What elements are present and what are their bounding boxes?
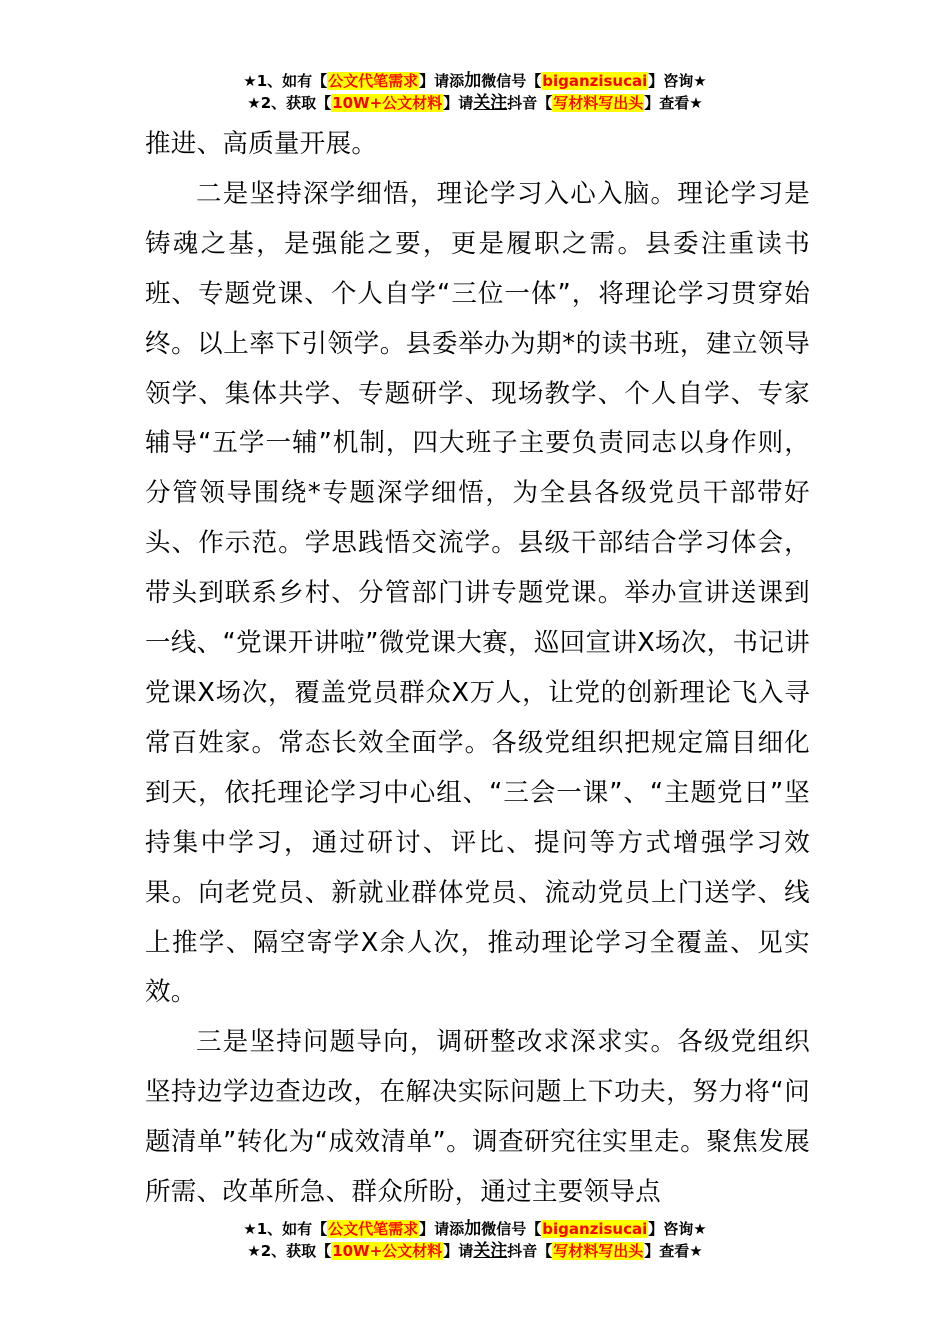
banner-text: 】查看 — [644, 94, 690, 112]
paragraph-theory-study: 二是坚持深学细悟，理论学习入心入脑。理论学习是铸魂之基，是强能之要，更是履职之需。县委注重读书班、专题党课、个人自学“三位一体”，将理论学习贯穿始终。以上率下引领学。县委举办为期*的读书班，建立领导领学、集体共学、专题研学、现场教学、个人自学、专家辅导“五学一辅”机制，四大班子主要负责同志以身作则，分管领导围绕*专题深学细悟，为全县各级党员干部带好头、作示范。学思践悟交流学。县级干部结合学习体会，带头到联系乡村、分管部门讲专题党课。举办宣讲送课到一线、“党课开讲啦”微党课大赛，巡回宣讲X场次，书记讲党课X场次，覆盖党员群众X万人，让党的创新理论飞入寻常百姓家。常态长效全面学。各级党组织把规定篇目细化到天，依托理论学习中心组、“三会一课”、“主题党日”坚持集中学习，通过研讨、评比、提问等方式增强学习效果。向老党员、新就业群体党员、流动党员上门送学、线上推学、隔空寄学X余人次，推动理论学习全覆盖、见实效。 — [145, 178, 810, 1008]
star-icon: ★ — [247, 94, 261, 112]
header-banner — [0, 70, 950, 114]
service-highlight: 公文代笔需求 — [328, 1220, 419, 1238]
banner-emphasis: 关注 — [473, 1241, 508, 1261]
banner-text: 1、如有【 — [256, 72, 328, 90]
star-icon: ★ — [689, 94, 703, 112]
banner-text: 1、如有【 — [256, 1220, 328, 1238]
star-icon: ★ — [693, 72, 707, 90]
banner-text: 抖音【 — [507, 1242, 553, 1260]
service-highlight: 公文代笔需求 — [328, 72, 419, 90]
wechat-id-highlight: biganzisucai — [542, 72, 648, 90]
banner-text: 抖音【 — [507, 94, 553, 112]
banner-line-1 — [0, 1218, 950, 1240]
banner-text: 】咨询 — [648, 72, 694, 90]
paragraph-continuation: 推进、高质量开展。 — [145, 129, 378, 159]
banner-line-1 — [0, 70, 950, 92]
footer-banner — [0, 1218, 950, 1262]
banner-text: 】请 — [443, 94, 474, 112]
materials-highlight: 10W+公文材料 — [332, 94, 443, 112]
star-icon: ★ — [243, 72, 257, 90]
paragraph-problem-oriented: 三是坚持问题导向，调研整改求深求实。各级党组织坚持边学边查边改，在解决实际问题上下功夫，努力将“问题清单”转化为“成效清单”。调查研究往实里走。聚焦发展所需、改革所急、群众所盼，通过主要领导点 — [145, 1027, 810, 1208]
banner-text: 微信号【 — [481, 1220, 542, 1238]
banner-emphasis: 加 — [464, 71, 482, 91]
star-icon: ★ — [243, 1220, 257, 1238]
banner-emphasis: 关注 — [473, 93, 508, 113]
douyin-id-highlight: 写材料写出头 — [553, 94, 644, 112]
banner-text: 微信号【 — [481, 72, 542, 90]
banner-emphasis: 加 — [464, 1219, 482, 1239]
star-icon: ★ — [693, 1220, 707, 1238]
materials-highlight: 10W+公文材料 — [332, 1242, 443, 1260]
document-body — [145, 120, 810, 1218]
wechat-id-highlight: biganzisucai — [542, 1220, 648, 1238]
banner-text: 2、获取【 — [260, 94, 332, 112]
banner-text: 】咨询 — [648, 1220, 694, 1238]
banner-text: 】请添 — [419, 72, 465, 90]
banner-line-2 — [0, 92, 950, 114]
banner-text: 】请 — [443, 1242, 474, 1260]
banner-line-2 — [0, 1240, 950, 1262]
star-icon: ★ — [689, 1242, 703, 1260]
banner-text: 】请添 — [419, 1220, 465, 1238]
banner-text: 2、获取【 — [260, 1242, 332, 1260]
banner-text: 】查看 — [644, 1242, 690, 1260]
star-icon: ★ — [247, 1242, 261, 1260]
douyin-id-highlight: 写材料写出头 — [553, 1242, 644, 1260]
